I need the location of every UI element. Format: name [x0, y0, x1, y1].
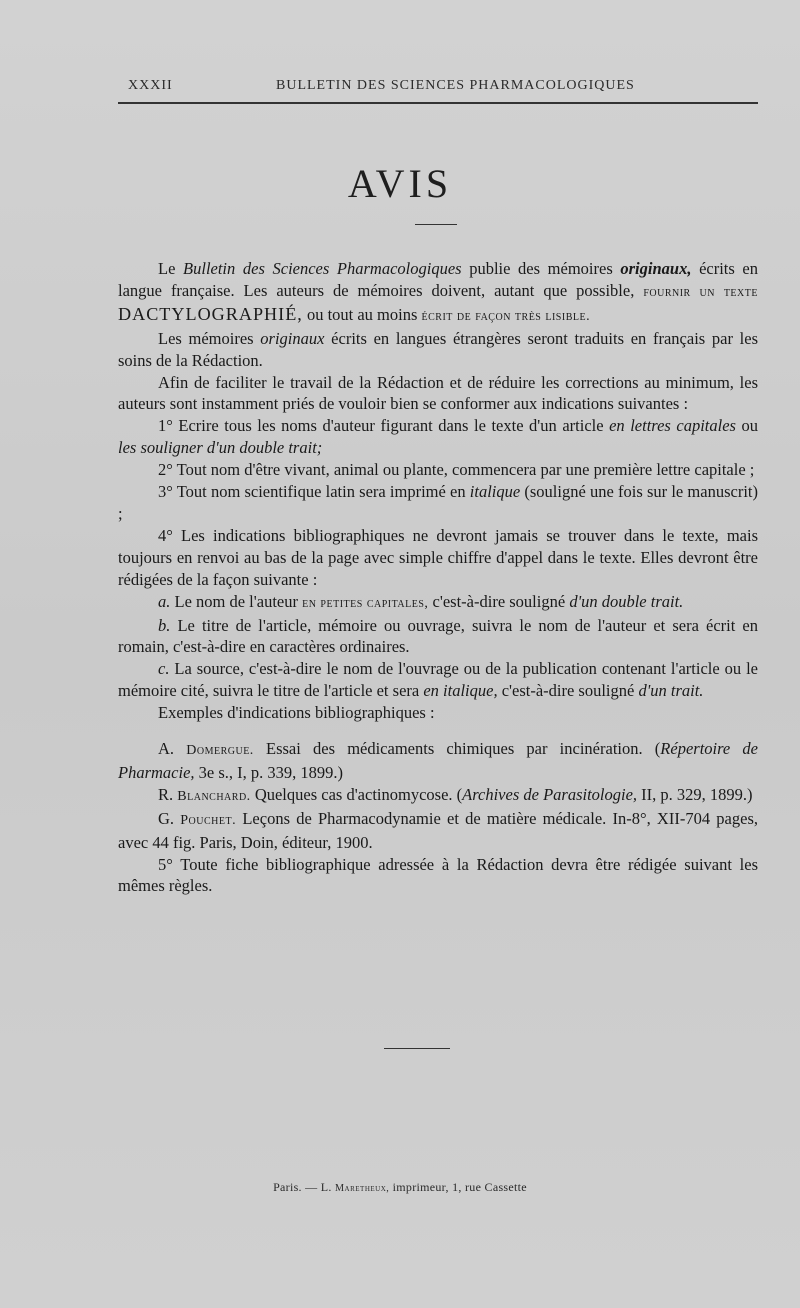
rule-4a: a. Le nom de l'auteur en petites capitales, c'est-à-dire souligné d'un double trait.: [158, 591, 684, 611]
rule-4b: b. Le titre de l'article, mémoire ou ouvrage, suivra le nom de l'auteur et sera écrit en romain, c'est-à-dire en caractères ordinaires.: [118, 615, 758, 657]
rule-4c: c. La source, c'est-à-dire le nom de l'ouvrage ou de la publication contenant l'article ou le mémoire cité, suivra le titre de l'article et sera en italique, c'est-à-dire souligné d'un trait.: [118, 659, 758, 701]
journal-title: BULLETIN DES SCIENCES PHARMACOLOGIQUES: [276, 78, 635, 93]
rule-1: 1° Ecrire tous les noms d'auteur figurant dans le texte d'un article en lettres capitales ou les souligner d'un double trait;: [118, 416, 758, 458]
printer-imprint: Paris. — L. Maretheux, imprimeur, 1, rue Cassette: [273, 1180, 527, 1194]
rule-4: 4° Les indications bibliographiques ne devront jamais se trouver dans le texte, mais toujours en renvoi au bas de la page avec simple chiffre d'appel dans le texte. Elles devront être rédigées de la façon suivante :: [118, 525, 758, 589]
paragraph-instructions: Afin de faciliter le travail de la Rédaction et de réduire les corrections au minimum, les auteurs sont instamment priés de vouloir bien se conformer aux indications suivantes :: [118, 372, 758, 414]
paragraph-intro: Le Bulletin des Sciences Pharmacologiques publie des mémoires originaux, écrits en langue française. Les auteurs de mémoires doivent, autant que possible, fournir un texte DACTYLOGRAPHIÉ, ou tout au moins écrit de façon très lisible.: [118, 259, 758, 324]
page-title: AVIS: [347, 161, 453, 206]
rule-2: 2° Tout nom d'être vivant, animal ou plante, commencera par une première lettre capitale ;: [158, 460, 755, 480]
page-folio: XXXII: [128, 78, 173, 93]
rule-3: 3° Tout nom scientifique latin sera imprimé en italique (souligné une fois sur le manuscrit) ;: [118, 482, 758, 523]
examples-heading: Exemples d'indications bibliographiques :: [158, 703, 435, 723]
header-rule: [118, 102, 758, 104]
reference-item: R. Blanchard. Quelques cas d'actinomycose. (Archives de Parasitologie, II, p. 329, 1899.): [158, 784, 753, 804]
reference-list: [118, 738, 758, 897]
closing-rule: [384, 1048, 450, 1049]
notice-body: [118, 258, 758, 897]
paragraph-translation: Les mémoires originaux écrits en langues étrangères seront traduits en français par les soins de la Rédaction.: [118, 328, 758, 370]
reference-item: G. Pouchet. Leçons de Pharmacodynamie et de matière médicale. In-8°, XII-704 pages, avec 44 fig. Paris, Doin, éditeur, 1900.: [118, 808, 758, 852]
reference-item: A. Domergue. Essai des médicaments chimiques par incinération. (Répertoire de Pharmacie, 3e s., I, p. 339, 1899.): [118, 739, 759, 782]
rule-5: 5° Toute fiche bibliographique adressée à la Rédaction devra être rédigée suivant les mêmes règles.: [118, 854, 758, 896]
title-rule: [415, 224, 457, 225]
